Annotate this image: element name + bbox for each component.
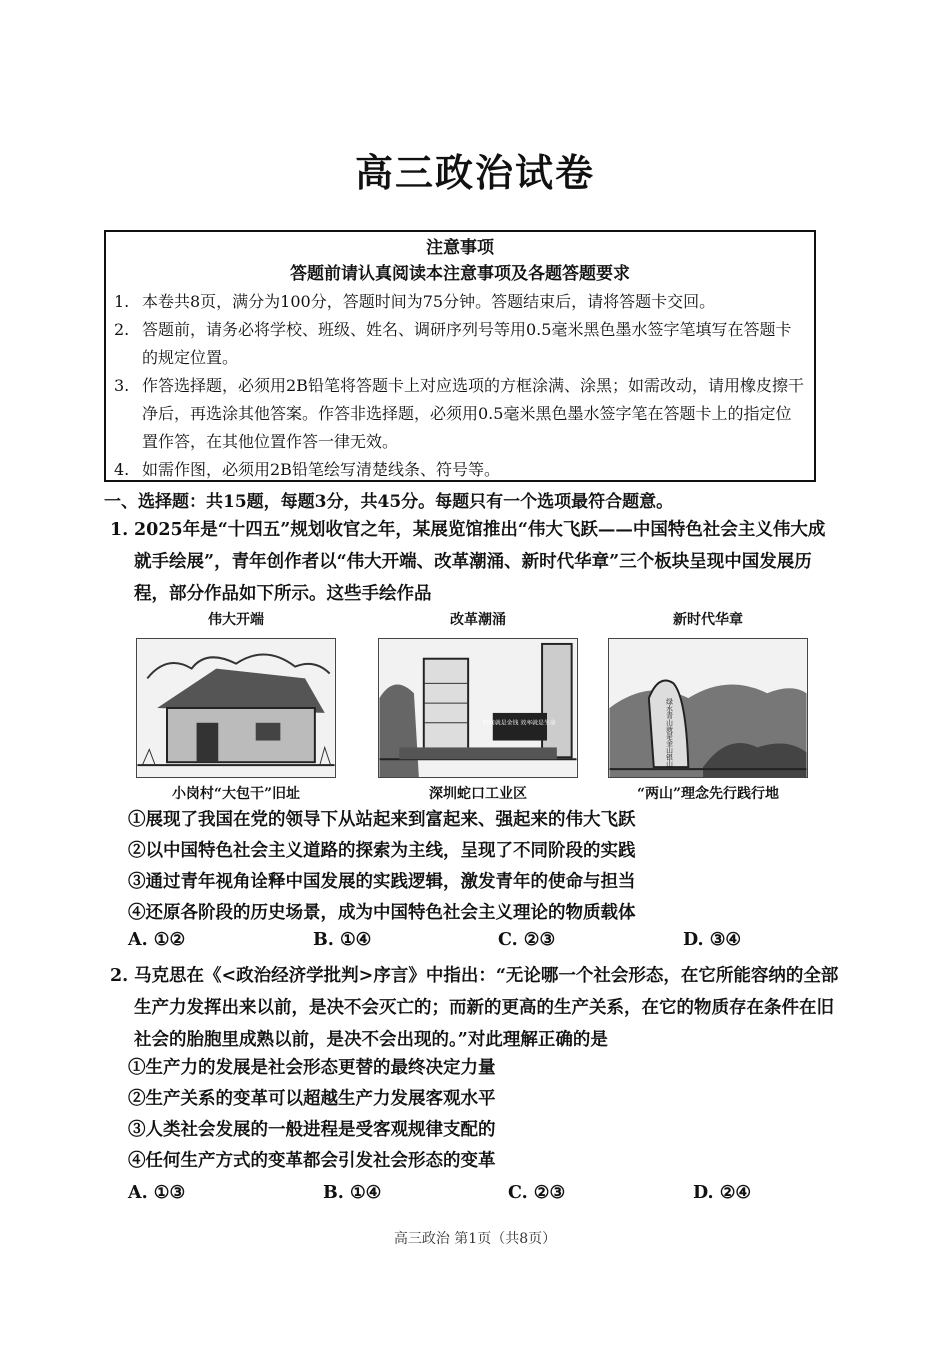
figure-caption: 小岗村“大包干”旧址 xyxy=(171,786,301,802)
notice-item-text: 本卷共8页，满分为100分，答题时间为75分钟。答题结束后，请将答题卡交回。 xyxy=(142,292,716,311)
choice-c[interactable]: C. ②③ xyxy=(498,930,556,950)
choice-b[interactable]: B. ①④ xyxy=(313,930,372,950)
option-statement: ②以中国特色社会主义道路的探索为主线，呈现了不同阶段的实践 xyxy=(128,841,636,861)
notice-box xyxy=(104,230,816,482)
question-2-options xyxy=(128,1053,848,1177)
question-number: 2. xyxy=(110,966,129,986)
shekou-industrial-zone-illustration xyxy=(378,638,578,778)
notice-item xyxy=(106,456,814,484)
option-statement: ④还原各阶段的历史场景，成为中国特色社会主义理论的物质载体 xyxy=(128,903,636,923)
figure-title: 伟大开端 xyxy=(208,612,264,628)
option-statement: ②生产关系的变革可以超越生产力发展客观水平 xyxy=(128,1089,496,1109)
two-mountains-stone-illustration xyxy=(608,638,808,778)
figure-title: 改革潮涌 xyxy=(450,612,506,628)
notice-item-text: 答题前，请务必将学校、班级、姓名、调研序列号等用0.5毫米黑色墨水签字笔填写在答题卡的规定位置。 xyxy=(142,320,792,367)
option-statement: ①展现了我国在党的领导下从站起来到富起来、强起来的伟大飞跃 xyxy=(128,810,636,830)
figure-new-era xyxy=(608,608,808,806)
figure-caption: 深圳蛇口工业区 xyxy=(429,786,527,802)
notice-subheading: 答题前请认真阅读本注意事项及各题答题要求 xyxy=(290,264,630,284)
notice-heading: 注意事项 xyxy=(426,238,494,258)
figure-great-beginning xyxy=(136,608,336,806)
notice-item-text: 作答选择题，必须用2B铅笔将答题卡上对应选项的方框涂满、涂黑；如需改动，请用橡皮擦干净后，再选涂其他答案。作答非选择题，必须用0.5毫米黑色墨水签字笔在答题卡上的指定位置作答，在其他位置作答一律无效。 xyxy=(142,376,804,451)
option-statement: ③人类社会发展的一般进程是受客观规律支配的 xyxy=(128,1120,496,1140)
notice-item-number: 3. xyxy=(114,376,130,395)
notice-item xyxy=(106,316,814,372)
option-statement: ①生产力的发展是社会形态更替的最终决定力量 xyxy=(128,1058,496,1078)
notice-item xyxy=(106,288,814,316)
option-statement: ③通过青年视角诠释中国发展的实践逻辑，激发青年的使命与担当 xyxy=(128,872,636,892)
choice-b[interactable]: B. ①④ xyxy=(323,1183,382,1203)
question-2-stem-block xyxy=(110,960,840,1056)
choice-d[interactable]: D. ③④ xyxy=(683,930,742,950)
notice-item xyxy=(106,372,814,456)
stone-inscription: 绿水青山就是金山银山 xyxy=(664,698,673,768)
page-footer: 高三政治 第1页（共8页） xyxy=(393,1231,557,1247)
question-stem: 2025年是“十四五”规划收官之年，某展览馆推出“伟大飞跃——中国特色社会主义伟大成就手绘展”，青年创作者以“伟大开端、改革潮涌、新时代华章”三个板块呈现中国发展历程，部分作品如下所示。这些手绘作品 xyxy=(134,520,826,604)
question-1-choices xyxy=(128,930,848,958)
choice-d[interactable]: D. ②④ xyxy=(693,1183,752,1203)
choice-c[interactable]: C. ②③ xyxy=(508,1183,566,1203)
question-number: 1. xyxy=(110,520,129,540)
page-title: 高三政治试卷 xyxy=(354,151,595,195)
notice-item-number: 1. xyxy=(114,292,130,311)
option-statement: ④任何生产方式的变革都会引发社会形态的变革 xyxy=(128,1151,496,1171)
figure-caption: “两山”理念先行践行地 xyxy=(636,786,780,802)
xiaogang-house-illustration xyxy=(136,638,336,778)
question-1-stem-block xyxy=(110,514,840,610)
notice-item-number: 2. xyxy=(114,320,130,339)
choice-a[interactable]: A. ①② xyxy=(128,930,186,950)
section-heading: 一、选择题：共15题，每题3分，共45分。每题只有一个选项最符合题意。 xyxy=(104,492,674,512)
question-2-choices xyxy=(128,1183,848,1211)
question-1-options xyxy=(128,805,848,929)
question-stem: 马克思在《<政治经济学批判>序言》中指出：“无论哪一个社会形态，在它所能容纳的全部生产力发挥出来以前，是决不会灭亡的；而新的更高的生产关系，在它的物质存在条件在旧社会的胎胞里成熟以前，是决不会出现的。”对此理解正确的是 xyxy=(134,966,839,1050)
notice-item-number: 4. xyxy=(114,460,130,479)
notice-item-text: 如需作图，必须用2B铅笔绘写清楚线条、符号等。 xyxy=(142,460,500,479)
figure-reform-tide xyxy=(378,608,578,806)
figure-title: 新时代华章 xyxy=(673,612,743,628)
billboard-slogan: 时间就是金钱 效率就是生命 xyxy=(483,720,556,727)
choice-a[interactable]: A. ①③ xyxy=(128,1183,186,1203)
